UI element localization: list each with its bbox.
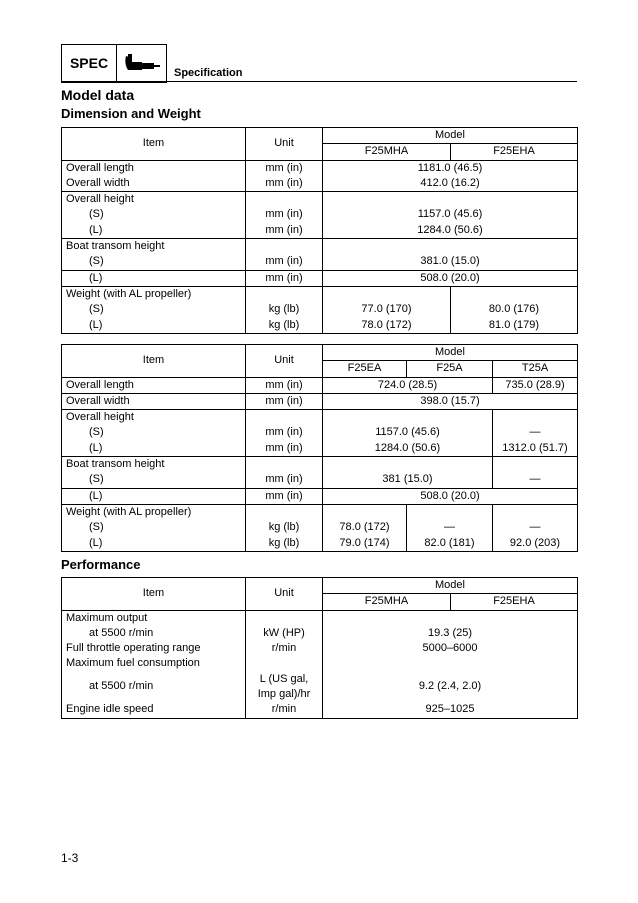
col-item: Item: [62, 128, 246, 161]
row-value: 381 (15.0): [323, 472, 493, 488]
row-value: 9.2 (2.4, 2.0): [323, 672, 578, 703]
row-item: (S): [62, 207, 246, 222]
wrench-plug-icon: [118, 48, 166, 80]
row-item: (S): [62, 520, 246, 535]
model-header: F25EHA: [451, 144, 578, 160]
row-item: Weight (with AL propeller): [62, 286, 246, 302]
row-value: —: [493, 520, 578, 535]
row-item: Weight (with AL propeller): [62, 504, 246, 520]
row-value: 398.0 (15.7): [323, 393, 578, 409]
model-header: F25MHA: [323, 594, 451, 610]
row-value: 925–1025: [323, 702, 578, 718]
row-unit: mm (in): [246, 254, 323, 270]
row-value: 77.0 (170): [323, 302, 451, 317]
row-value: 5000–6000: [323, 641, 578, 656]
col-model: Model: [323, 345, 578, 361]
row-item: (L): [62, 270, 246, 286]
row-unit: mm (in): [246, 441, 323, 457]
model-header: F25MHA: [323, 144, 451, 160]
row-value: 1157.0 (45.6): [323, 207, 578, 222]
performance-heading: Performance: [61, 557, 141, 572]
row-value: 78.0 (172): [323, 520, 407, 535]
row-unit: mm (in): [246, 270, 323, 286]
row-value: 82.0 (181): [407, 536, 493, 552]
col-unit: Unit: [246, 578, 323, 611]
dimension-table-2: [61, 344, 578, 552]
col-unit: Unit: [246, 345, 323, 378]
row-item: Boat transom height: [62, 457, 246, 473]
spec-tag: SPEC: [62, 45, 117, 81]
col-model: Model: [323, 128, 578, 144]
row-item: (L): [62, 536, 246, 552]
row-item: (S): [62, 254, 246, 270]
row-item: (L): [62, 441, 246, 457]
row-value: —: [493, 472, 578, 488]
row-item: (S): [62, 302, 246, 317]
row-unit: mm (in): [246, 160, 323, 176]
row-value: —: [407, 520, 493, 535]
row-value: 80.0 (176): [451, 302, 578, 317]
dimension-table-1: [61, 127, 578, 334]
col-unit: Unit: [246, 128, 323, 161]
row-unit: kg (lb): [246, 302, 323, 317]
row-item: (L): [62, 488, 246, 504]
row-item: (L): [62, 223, 246, 239]
row-value: 412.0 (16.2): [323, 176, 578, 192]
row-item: Overall width: [62, 176, 246, 192]
row-unit: mm (in): [246, 488, 323, 504]
row-unit: L (US gal, Imp gal)/hr: [246, 672, 323, 703]
dimension-heading: Dimension and Weight: [61, 106, 201, 121]
row-value: 508.0 (20.0): [323, 270, 578, 286]
row-unit: kg (lb): [246, 318, 323, 334]
row-value: 381.0 (15.0): [323, 254, 578, 270]
model-header: F25EHA: [451, 594, 578, 610]
header-rule: [61, 81, 577, 82]
row-item: Overall height: [62, 410, 246, 426]
row-unit: kW (HP): [246, 626, 323, 641]
page-title: Model data: [61, 87, 135, 103]
row-value: 1312.0 (51.7): [493, 441, 578, 457]
model-header: T25A: [493, 361, 578, 377]
row-unit: r/min: [246, 641, 323, 656]
row-item: Boat transom height: [62, 239, 246, 255]
spec-header-box: [61, 44, 167, 83]
row-item: Maximum fuel consumption: [62, 656, 246, 671]
row-item: Full throttle operating range: [62, 641, 246, 656]
row-item: (L): [62, 318, 246, 334]
row-value: 1284.0 (50.6): [323, 441, 493, 457]
col-item: Item: [62, 578, 246, 611]
row-unit: mm (in): [246, 377, 323, 393]
row-value: 78.0 (172): [323, 318, 451, 334]
row-value: 79.0 (174): [323, 536, 407, 552]
row-item: Overall width: [62, 393, 246, 409]
row-unit: kg (lb): [246, 520, 323, 535]
page-number: 1-3: [61, 851, 79, 865]
row-value: 1157.0 (45.6): [323, 425, 493, 440]
row-value: 19.3 (25): [323, 626, 578, 641]
row-unit: mm (in): [246, 425, 323, 440]
performance-table: [61, 577, 578, 719]
col-model: Model: [323, 578, 578, 594]
row-unit: mm (in): [246, 393, 323, 409]
row-value: 1181.0 (46.5): [323, 160, 578, 176]
row-item: at 5500 r/min: [62, 672, 246, 703]
row-unit: mm (in): [246, 176, 323, 192]
row-value: 508.0 (20.0): [323, 488, 578, 504]
section-title: Specification: [174, 67, 243, 79]
row-item: at 5500 r/min: [62, 626, 246, 641]
row-value: 735.0 (28.9): [493, 377, 578, 393]
row-unit: r/min: [246, 702, 323, 718]
model-header: F25EA: [323, 361, 407, 377]
row-value: 92.0 (203): [493, 536, 578, 552]
row-item: Engine idle speed: [62, 702, 246, 718]
row-item: (S): [62, 425, 246, 440]
row-item: Maximum output: [62, 610, 246, 626]
row-unit: mm (in): [246, 207, 323, 222]
row-item: Overall length: [62, 160, 246, 176]
row-value: 724.0 (28.5): [323, 377, 493, 393]
row-item: Overall length: [62, 377, 246, 393]
row-value: 1284.0 (50.6): [323, 223, 578, 239]
row-unit: mm (in): [246, 223, 323, 239]
row-unit: kg (lb): [246, 536, 323, 552]
row-unit: mm (in): [246, 472, 323, 488]
row-item: Overall height: [62, 192, 246, 208]
col-item: Item: [62, 345, 246, 378]
row-item: (S): [62, 472, 246, 488]
row-value: 81.0 (179): [451, 318, 578, 334]
model-header: F25A: [407, 361, 493, 377]
row-value: —: [493, 425, 578, 440]
